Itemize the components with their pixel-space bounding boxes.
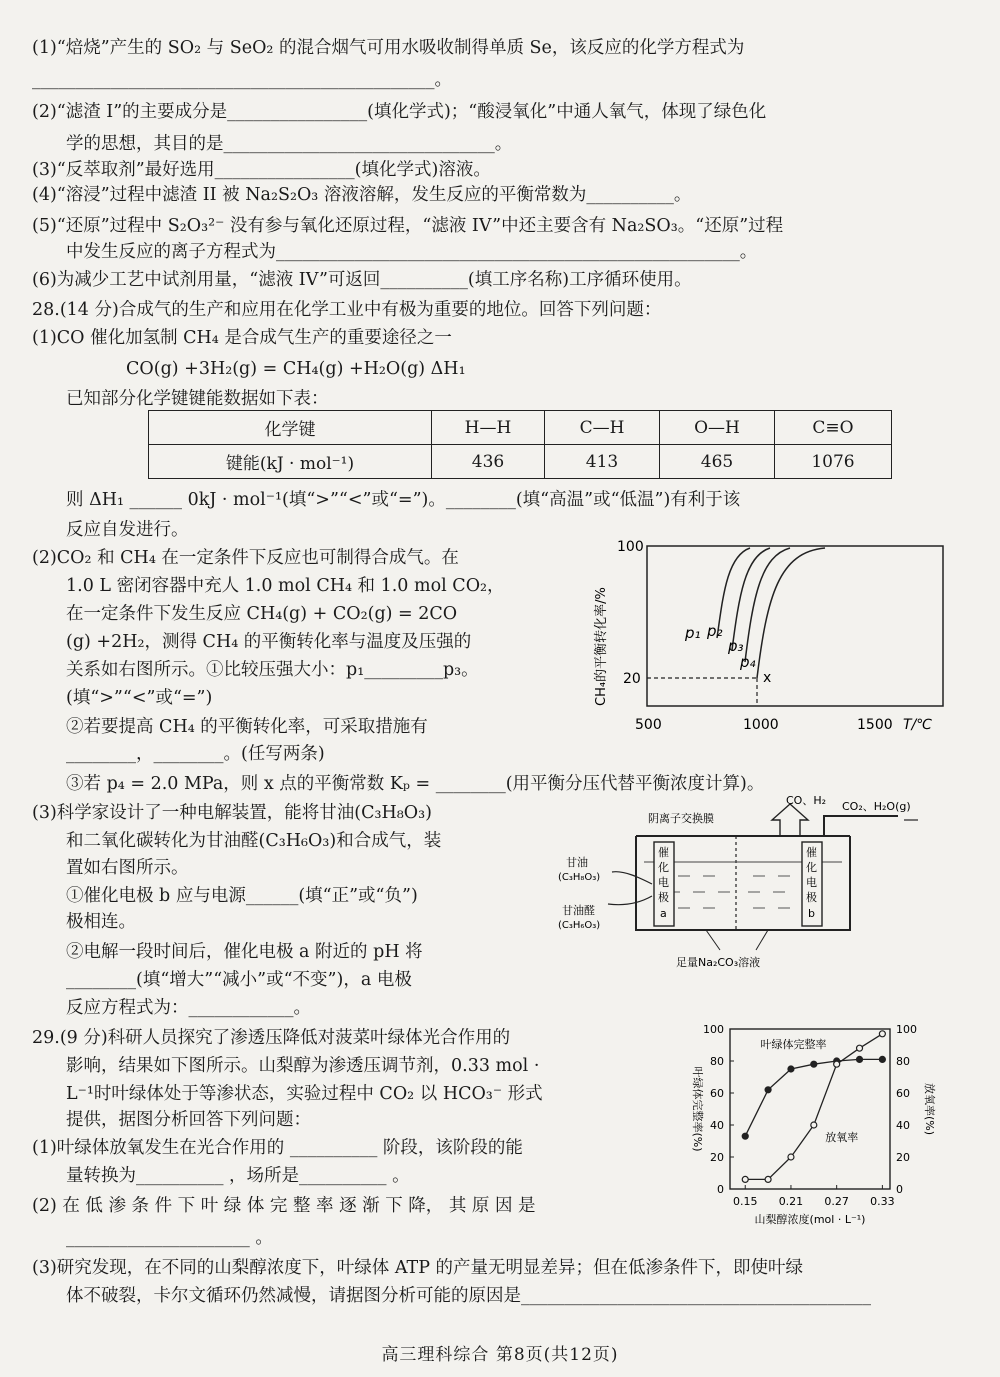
gas-in-label: CO₂、H₂O(g) [842,800,911,813]
conversion-chart [585,536,955,736]
label-p4: p₄ [740,653,756,671]
text-line-17: 在一定条件下发生反应 CH₄(g) + CO₂(g) = 2CO [66,604,458,624]
ytick-left-80: 80 [710,1055,724,1068]
series-0-point-1 [765,1087,771,1093]
text-line-19: 关系如右图所示。①比较压强大小：p₁_________p₃。 [66,660,479,680]
x-axis-label: 山梨醇浓度(mol · L⁻¹) [754,1213,866,1226]
text-line-20: (填“>”“<”或“=”) [66,688,213,708]
xtick-1000: 1000 [743,717,779,733]
text-line-18: (g) +2H₂，测得 CH₄ 的平衡转化率与温度及压强的 [66,632,472,652]
text-line-26: 置如右图所示。 [66,858,189,878]
membrane-label: 阴离子交换膜 [648,812,714,825]
text-line-4: (3)“反萃取剂”最好选用________________(填化学式)溶液。 [32,160,491,180]
bond-energy-table [148,410,892,479]
ytick-20: 20 [623,671,641,687]
series-0-point-3 [811,1061,817,1067]
liquid-dashes [668,876,790,908]
gas-out-label: CO、H₂ [786,794,827,807]
ytick-right-20: 20 [896,1151,910,1164]
text-line-3: 学的思想，其目的是_______________________________。 [66,134,513,154]
ytick-left-40: 40 [710,1119,724,1132]
ytick-left-100: 100 [703,1023,724,1036]
table-header-hh: H—H [432,411,545,445]
table-cell-oh: 465 [660,445,775,479]
text-line-7: 中发生反应的离子方程式为_____________________________________________________。 [66,242,758,262]
text-line-2: (2)“滤渣 I”的主要成分是________________(填化学式)；“酸浸氧化”中通人氧气，体现了绿色化 [32,102,767,122]
series-0-point-5 [857,1056,863,1062]
series-1-point-3 [811,1122,817,1128]
text-line-38: (2) 在 低 渗 条 件 下 叶 绿 体 完 整 率 逐 渐 下 降， 其 原 因 是 [32,1196,536,1216]
text-line-8: (6)为减少工艺中试剂用量，“滤液 IV”可返回__________(填工序名称)工序循环使用。 [32,270,692,290]
text-line-28: 极相连。 [66,912,136,932]
solution-pointer-2 [756,930,768,950]
label-p3: p₃ [728,637,744,655]
series-1-point-0 [742,1176,748,1182]
table-cell-ch: 413 [545,445,660,479]
electrode-b-letter: b [808,907,815,920]
ytick-left-20: 20 [710,1151,724,1164]
table-cell-energy-label: 键能(kJ · mol⁻¹) [149,445,432,479]
series-0-point-2 [788,1066,794,1072]
text-line-13: 则 ΔH₁ ______ 0kJ · mol⁻¹(填“>”“<”或“=”)。________(填“高温”或“低温”)有利于该 [66,490,741,510]
series-label-1: 放氧率 [825,1131,859,1144]
series-1-point-4 [834,1061,840,1067]
xtick-500: 500 [635,717,662,733]
xtick-0.33: 0.33 [870,1195,895,1208]
electrode-b-chars: 催化电极 b [806,846,817,920]
text-line-29: ②电解一段时间后，催化电极 a 附近的 pH 将 [66,942,423,962]
table-header-oh: O—H [660,411,775,445]
text-line-39: _____________________ 。 [66,1228,273,1248]
text-line-35: 提供，据图分析回答下列问题： [66,1110,311,1130]
text-line-0: (1)“焙烧”产生的 SO₂ 与 SeO₂ 的混合烟气可用水吸收制得单质 Se，该反应的化学方程式为 [32,38,745,58]
glyceraldehyde-label: 甘油醛 [562,904,595,917]
text-line-11: CO(g) +3H₂(g) = CH₄(g) +H₂O(g) ΔH₁ [126,359,466,379]
series-1-point-6 [879,1031,885,1037]
curve-p2 [732,548,770,650]
xtick-1500: 1500 [857,717,893,733]
text-line-21: ②若要提高 CH₄ 的平衡转化率，可采取措施有 [66,717,428,737]
label-p2-text [706,622,723,640]
label-p2-span: p₂ [707,622,723,640]
glycerol-label: 甘油 [566,856,588,869]
text-line-24: (3)科学家设计了一种电解装置，能将甘油(C₃H₈O₃) [32,803,432,823]
ytick-100: 100 [617,539,644,555]
x-unit: T/℃ [903,717,932,733]
glyceraldehyde-out-arrow [608,896,652,905]
glycerol-in-arrow [612,872,652,884]
solution-pointer-1 [706,930,720,950]
series-0-point-0 [742,1133,748,1139]
ytick-left-0: 0 [717,1183,724,1196]
table-header-bond: 化学键 [149,411,432,445]
point-x-label: x [763,670,772,686]
y-axis-label: CH₄的平衡转化率/% [594,587,609,706]
text-line-32: 29.(9 分)科研人员探究了渗透压降低对菠菜叶绿体光合作用的 [32,1028,511,1048]
text-line-14: 反应自发进行。 [66,520,189,540]
text-line-6: (5)“还原”过程中 S₂O₃²⁻ 没有参与氧化还原过程，“滤液 IV”中还主要含有 Na₂SO₃。“还原”过程 [32,216,784,236]
solution-label: 足量Na₂CO₃溶液 [676,956,761,969]
text-line-9: 28.(14 分)合成气的生产和应用在化学工业中有极为重要的地位。回答下列问题： [32,300,662,320]
ytick-right-0: 0 [896,1183,903,1196]
text-line-27: ①催化电极 b 应与电源______(填“正”或“负”) [66,886,418,906]
ytick-right-80: 80 [896,1055,910,1068]
gas-in-pipe [824,816,898,836]
series-1-point-1 [765,1176,771,1182]
text-line-5: (4)“溶浸”过程中滤渣 II 被 Na₂S₂O₃ 溶液溶解，发生反应的平衡常数为__________。 [32,185,692,205]
ytick-right-100: 100 [896,1023,917,1036]
table-cell-co: 1076 [775,445,892,479]
series-line-1 [745,1034,882,1180]
text-line-34: L⁻¹时叶绿体处于等渗状态，实验过程中 CO₂ 以 HCO₃⁻ 形式 [66,1084,543,1104]
page-footer: 高三理科综合 第8页(共12页) [381,1345,619,1365]
text-line-10: (1)CO 催化加氢制 CH₄ 是合成气生产的重要途径之一 [32,328,452,348]
table-header-ch: C—H [545,411,660,445]
xtick-0.27: 0.27 [824,1195,849,1208]
text-line-33: 影响，结果如下图所示。山梨醇为渗透压调节剂，0.33 mol · [66,1056,540,1076]
text-line-1: ______________________________________________。 [32,70,452,90]
series-label-0: 叶绿体完整率 [760,1038,827,1052]
plot-frame [730,1029,890,1189]
text-line-41: 体不破裂，卡尔文循环仍然减慢，请据图分析可能的原因是________________________________________ [66,1286,871,1306]
ytick-right-40: 40 [896,1119,910,1132]
text-line-30: ________(填“增大”“减小”或“不变”)，a 电极 [66,970,412,990]
text-line-15: (2)CO₂ 和 CH₄ 在一定条件下反应也可制得合成气。在 [32,548,459,568]
ytick-right-60: 60 [896,1087,910,1100]
glyceraldehyde-formula: (C₃H₆O₃) [558,920,601,931]
text-line-12: 已知部分化学键键能数据如下表： [66,389,329,409]
series-0-point-6 [879,1056,885,1062]
electrode-a-letter: a [660,907,667,920]
sorbitol-chart [672,1015,962,1235]
electrode-a-chars: 催化电极 a [658,846,669,920]
gas-out-arrow [772,804,808,836]
ytick-left-60: 60 [710,1087,724,1100]
text-line-25: 和二氧化碳转化为甘油醛(C₃H₆O₃)和合成气，装 [66,831,442,851]
text-line-36: (1)叶绿体放氧发生在光合作用的 __________ 阶段，该阶段的能 [32,1138,523,1158]
xtick-0.21: 0.21 [778,1195,804,1208]
text-line-23: ③若 p₄ = 2.0 MPa，则 x 点的平衡常数 Kₚ = ________(用平衡分压代替平衡浓度计算)。 [66,774,765,794]
label-p1: p₁ [685,624,701,642]
y-axis-left-label: 叶绿体完整率(%) [691,1066,704,1152]
text-line-31: 反应方程式为：____________。 [66,998,311,1018]
text-line-22: ________，________。(任写两条) [66,744,325,764]
table-cell-hh: 436 [432,445,545,479]
electrolysis-cell-diagram [558,792,970,978]
xtick-0.15: 0.15 [732,1195,758,1208]
glycerol-formula: (C₃H₈O₃) [558,872,601,883]
y-axis-right-label: 放氧率(%) [923,1082,936,1136]
text-line-40: (3)研究发现，在不同的山梨醇浓度下，叶绿体 ATP 的产量无明显差异；但在低渗条件下，即使叶绿 [32,1258,804,1278]
text-line-37: 量转换为__________ ，场所是__________ 。 [66,1166,410,1186]
text-line-16: 1.0 L 密闭容器中充人 1.0 mol CH₄ 和 1.0 mol CO₂， [66,576,505,596]
series-1-point-5 [857,1045,863,1051]
series-1-point-2 [788,1154,794,1160]
table-header-co: C≡O [775,411,892,445]
